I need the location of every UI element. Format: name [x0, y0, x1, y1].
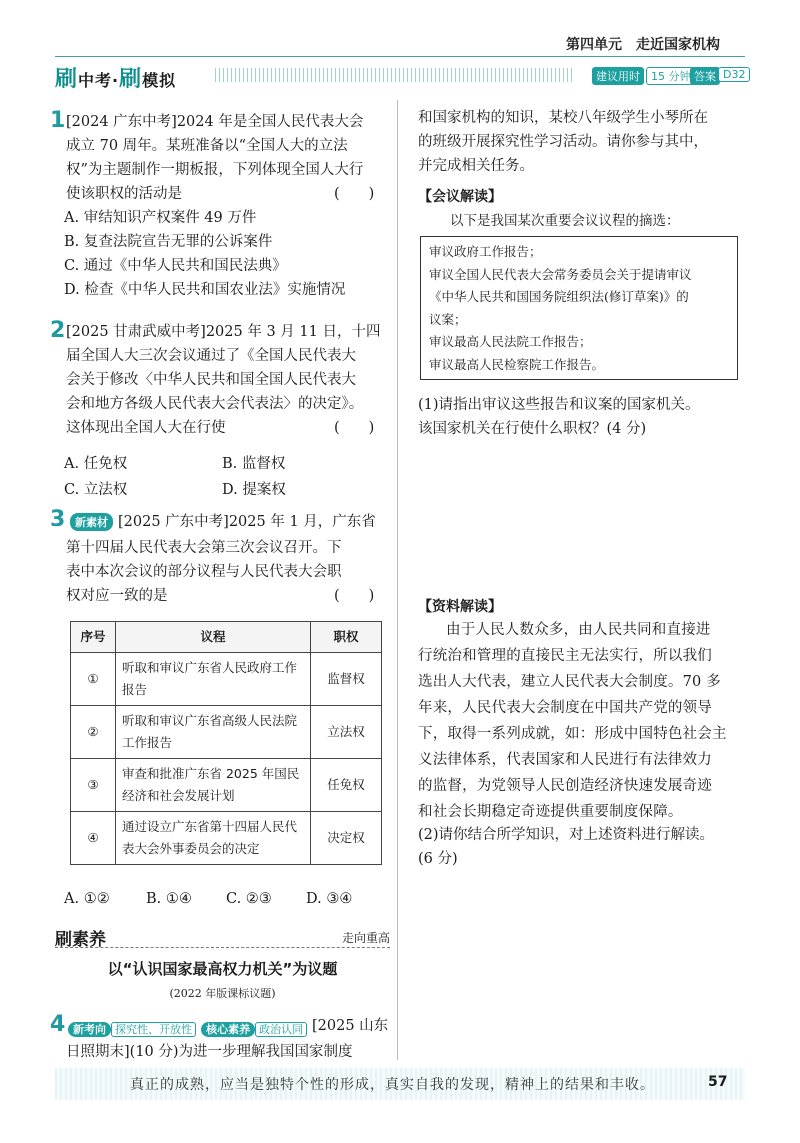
header-rule — [55, 56, 745, 57]
table-row: ④ 通过设立广东省第十四届人民代表大会外事委员会的决定 决定权 — [71, 812, 382, 865]
option-b: B. ①④ — [146, 891, 192, 907]
literacy-header — [55, 925, 390, 948]
question-4-line2: 日照期末](10 分)为进一步理解我国国家制度 — [66, 1044, 353, 1060]
agenda-item: 议案； — [429, 311, 467, 327]
question-number: 1 — [50, 108, 66, 133]
table-header: 职权 — [311, 622, 382, 653]
option-a: A. 审结知识产权案件 49 万件 — [64, 210, 257, 226]
option-c: C. ②③ — [226, 891, 272, 907]
option-c: C. 立法权 — [64, 482, 128, 498]
badge-tags: 探究性、开放性 — [111, 1022, 196, 1037]
question-4-badges — [68, 1018, 307, 1037]
question-2-text: [2025 甘肃武威中考]2025 年 3 月 11 日，十四 届全国人大三次会议通过了《全国人民代表大 会关于修改〈中华人民共和国全国人民代表大 会和地方各级人民代表大会代表法〉的决定》。 这体现出全国人大在行使 — [66, 324, 381, 436]
footer-quote: 真正的成熟，应当是独特个性的形成，真实自我的发现，精神上的结果和丰收。 — [130, 1077, 655, 1093]
time-label: 建议用时 — [592, 67, 644, 85]
agenda-item: 审议最高人民检察院工作报告。 — [429, 356, 605, 372]
table-header-row — [71, 622, 382, 653]
agenda-item: 审议最高人民法院工作报告； — [429, 334, 592, 349]
brand-logo: 刷中考·刷模拟 — [55, 67, 177, 92]
task-2: (2)请你结合所学知识，对上述资料进行解读。 (6 分) — [418, 827, 715, 867]
section-material: 【资料解读】 — [418, 599, 502, 615]
literacy-title: 刷素养 — [55, 930, 106, 950]
answer-value: D32 — [718, 67, 750, 82]
option-a: A. ①② — [64, 891, 110, 907]
time-value: 15 分钟 — [646, 67, 696, 85]
section-meeting: 【会议解读】 — [418, 189, 502, 205]
agenda-item: 审议全国人民代表大会常务委员会关于提请审议 — [429, 266, 692, 282]
option-d: D. 检查《中华人民共和国农业法》实施情况 — [64, 282, 346, 298]
option-d: D. 提案权 — [222, 482, 286, 498]
header-decoration — [215, 68, 575, 82]
option-d: D. ③④ — [306, 891, 353, 907]
question-1-options — [64, 206, 345, 302]
option-b: B. 复查法院宣告无罪的公诉案件 — [64, 234, 273, 250]
question-number: 4 — [50, 1012, 66, 1037]
badge-tags: 政治认同 — [255, 1022, 307, 1037]
material-paragraph: 由于人民人数众多，由人民共同和直接进 行统治和管理的直接民主无法实行，所以我们 选出人大代表，建立人民代表大会制度。70 多 年来，人民代表大会制度在中国共产党的领导 下，取得一系列成就，如：形成中国特色社会主 义法律体系，代表国家和人民进行有法律效力 的监督，为党领导人民创造经济快速发展奇迹 和社会长期稳定奇迹提供重要制度保障。 — [418, 622, 727, 820]
agenda-box — [420, 236, 738, 380]
new-material-badge: 新素材 — [70, 513, 113, 531]
option-a: A. 任免权 — [64, 456, 128, 472]
table-header: 议程 — [116, 622, 311, 653]
task-1: (1)请指出审议这些报告和议案的国家机关。 该国家机关在行使什么职权？(4 分) — [418, 397, 700, 437]
answer-parentheses: ( ) — [334, 588, 375, 604]
topic-title: 以“认识国家最高权力机关”为议题 — [107, 960, 338, 978]
question-3-text: 第十四届人民代表大会第三次会议召开。下 表中本次会议的部分议程与人民代表大会职 权对应一致的是 — [66, 540, 342, 604]
table-row: ① 听取和审议广东省人民政府工作报告 监督权 — [71, 653, 382, 706]
literacy-right: 走向重高 — [341, 931, 390, 945]
core-literacy-badge: 核心素养 — [201, 1022, 255, 1037]
unit-title: 第四单元 走近国家机构 — [566, 37, 720, 53]
option-c: C. 通过《中华人民共和国民法典》 — [64, 258, 287, 274]
question-number: 2 — [50, 318, 66, 343]
topic-subtitle: (2022 年版课标议题) — [169, 987, 276, 1000]
page-number: 57 — [708, 1074, 728, 1090]
column-divider — [397, 100, 398, 1060]
agenda-power-table — [70, 621, 382, 865]
option-b: B. 监督权 — [222, 456, 286, 472]
answer-label: 答案 — [690, 67, 720, 85]
answer-parentheses: ( ) — [334, 186, 375, 202]
question-4-continuation: 和国家机构的知识，某校八年级学生小琴所在 的班级开展探究性学习活动。请你参与其中， 并完成相关任务。 — [418, 110, 708, 174]
new-direction-badge: 新考向 — [68, 1022, 111, 1037]
question-number: 3 — [50, 507, 66, 532]
question-4-line1-tail: [2025 山东 — [312, 1018, 389, 1034]
table-row: ③ 审查和批准广东省 2025 年国民经济和社会发展计划 任免权 — [71, 759, 382, 812]
answer-parentheses: ( ) — [334, 420, 375, 436]
agenda-item: 审议政府工作报告； — [429, 244, 542, 259]
agenda-item: 《中华人民共和国国务院组织法(修订草案)》的 — [429, 289, 689, 304]
table-header: 序号 — [71, 622, 116, 653]
meeting-intro: 以下是我国某次重要会议议程的摘选： — [450, 213, 680, 229]
question-3-line1: [2025 广东中考]2025 年 1 月，广东省 — [118, 514, 376, 530]
table-row: ② 听取和审议广东省高级人民法院工作报告 立法权 — [71, 706, 382, 759]
question-1-text: [2024 广东中考]2024 年是全国人民代表大会 成立 70 周年。某班准备以“全国人大的立法 权”为主题制作一期板报，下列体现全国人大行 使该职权的活动是 — [66, 114, 364, 202]
